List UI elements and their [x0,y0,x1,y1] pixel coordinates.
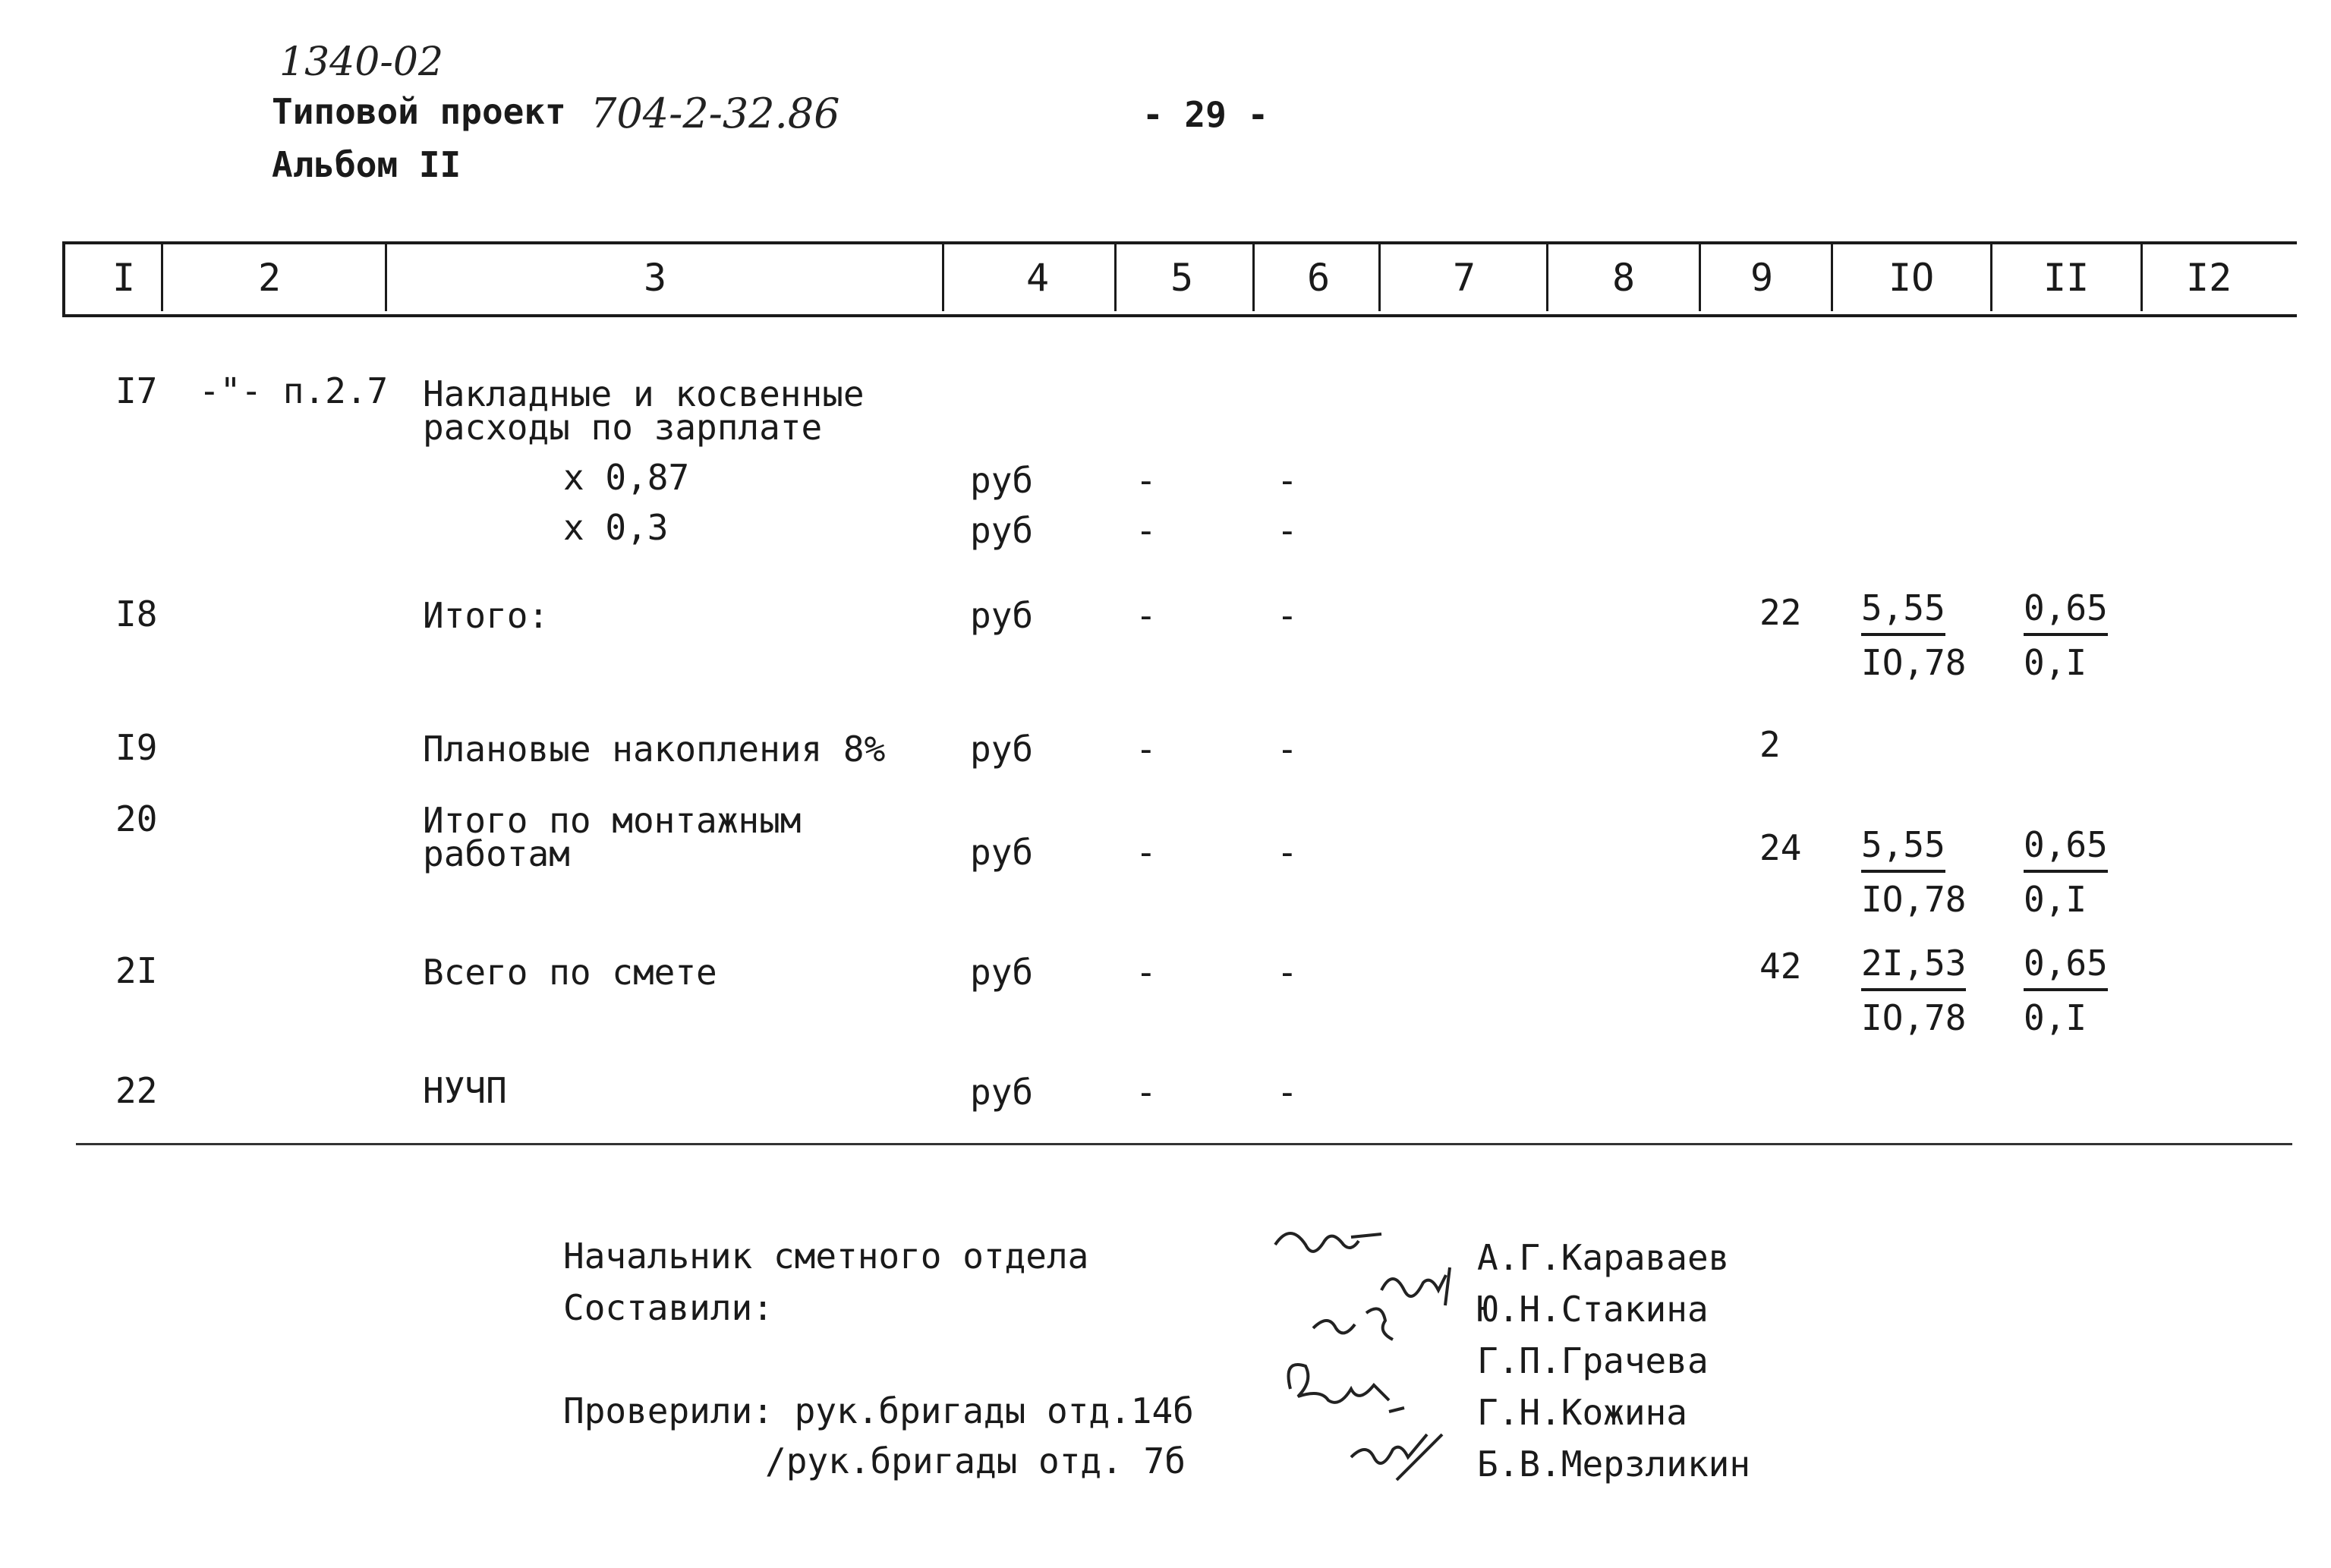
signer-name: Ю.Н.Стакина [1477,1289,1709,1330]
column-header: 9 [1750,256,1774,300]
signer-name: Г.Н.Кожина [1477,1392,1687,1433]
row-col5: - [1136,832,1157,873]
signer-name: А.Г.Караваев [1477,1237,1730,1278]
row-coefficient: x 0,87 [563,457,690,498]
row-col6: - [1277,595,1298,636]
row-name: Накладные и косвенные [423,373,865,414]
fraction-numerator: 0,65 [2024,821,2108,873]
row-col9: 22 [1759,592,1802,633]
column-header: 4 [1026,256,1050,300]
column-header: 6 [1307,256,1331,300]
row-unit: руб [970,595,1034,636]
col-divider [2140,243,2143,311]
fraction-denominator: IO,78 [1861,879,1967,920]
page-number: - 29 - [1142,94,1269,135]
row-col11-fraction [2024,940,2108,1041]
row-col10-fraction [1861,584,1966,686]
col-divider [1378,243,1381,311]
row-col9: 2 [1759,724,1781,765]
row-col5: - [1136,595,1157,636]
row-col10-fraction [1861,940,1966,1041]
row-number: I7 [115,370,158,411]
project-label: Типовой проект [272,91,566,132]
project-number: 704-2-32.86 [591,90,840,137]
column-header: I [112,256,136,300]
row-name: Плановые накопления 8% [423,729,886,770]
row-unit: руб [970,832,1034,873]
checked-by-label-2: /рук.бригады отд. 7б [765,1440,1186,1481]
row-name: Всего по смете [423,952,717,993]
row-col6: - [1277,1072,1298,1113]
column-header: I2 [2186,256,2232,300]
row-unit: руб [970,1072,1034,1113]
row-col6: - [1277,952,1298,993]
document-code: 1340-02 [279,39,444,85]
column-header: 5 [1170,256,1194,300]
row-unit: руб [970,729,1034,770]
row-col6: - [1277,510,1298,551]
head-of-dept-label: Начальник сметного отдела [563,1236,1089,1277]
row-col6: - [1277,729,1298,770]
fraction-numerator: 0,65 [2024,940,2108,991]
row-unit: руб [970,952,1034,993]
fraction-denominator: 0,I [2024,879,2087,920]
table-bottom-rule [76,1143,2292,1145]
col-divider [1546,243,1548,311]
row-unit: руб [970,460,1034,501]
row-col5: - [1136,460,1157,501]
row-col6: - [1277,832,1298,873]
checked-by-label: Проверили: рук.бригады отд.14б [563,1390,1194,1431]
row-number: 22 [115,1070,158,1111]
col-divider [1831,243,1833,311]
column-header: II [2043,256,2090,300]
row-col9: 42 [1759,946,1802,987]
row-unit: руб [970,510,1034,551]
column-header: IO [1888,256,1935,300]
fraction-denominator: 0,I [2024,997,2087,1038]
column-header: 2 [258,256,282,300]
fraction-denominator: IO,78 [1861,642,1967,683]
row-number: 2I [115,950,158,991]
fraction-denominator: IO,78 [1861,997,1967,1038]
row-coefficient: x 0,3 [563,507,669,548]
row-col6: - [1277,460,1298,501]
row-col5: - [1136,952,1157,993]
row-col9: 24 [1759,827,1802,868]
row-reference: -"- п.2.7 [199,370,389,411]
album-label: Альбом II [272,144,461,185]
row-number: 20 [115,798,158,839]
row-name: НУЧП [423,1070,507,1111]
row-col5: - [1136,1072,1157,1113]
fraction-denominator: 0,I [2024,642,2087,683]
col-divider [161,243,163,311]
column-header: 3 [644,256,667,300]
row-name-cont: расходы по зарплате [423,407,823,448]
row-number: I8 [115,594,158,634]
fraction-numerator: 5,55 [1861,821,1945,873]
row-col5: - [1136,729,1157,770]
col-divider [1114,243,1117,311]
compiled-by-label: Составили: [563,1287,773,1328]
handwritten-signatures [1260,1214,1488,1503]
row-name: Итого: [423,595,550,636]
col-divider [1699,243,1701,311]
signer-name: Г.П.Грачева [1477,1340,1709,1381]
fraction-numerator: 0,65 [2024,584,2108,636]
fraction-numerator: 5,55 [1861,584,1945,636]
column-header: 7 [1453,256,1476,300]
row-col11-fraction [2024,584,2108,686]
row-col5: - [1136,510,1157,551]
col-divider [942,243,944,311]
row-col10-fraction [1861,821,1966,923]
col-divider [385,243,387,311]
fraction-numerator: 2I,53 [1861,940,1966,991]
column-header: 8 [1612,256,1636,300]
row-name: Итого по монтажным [423,800,802,841]
row-col11-fraction [2024,821,2108,923]
col-divider [1990,243,1992,311]
row-name-cont: работам [423,833,570,874]
signer-name: Б.В.Мерзликин [1477,1444,1751,1485]
row-number: I9 [115,727,158,768]
col-divider [1252,243,1255,311]
